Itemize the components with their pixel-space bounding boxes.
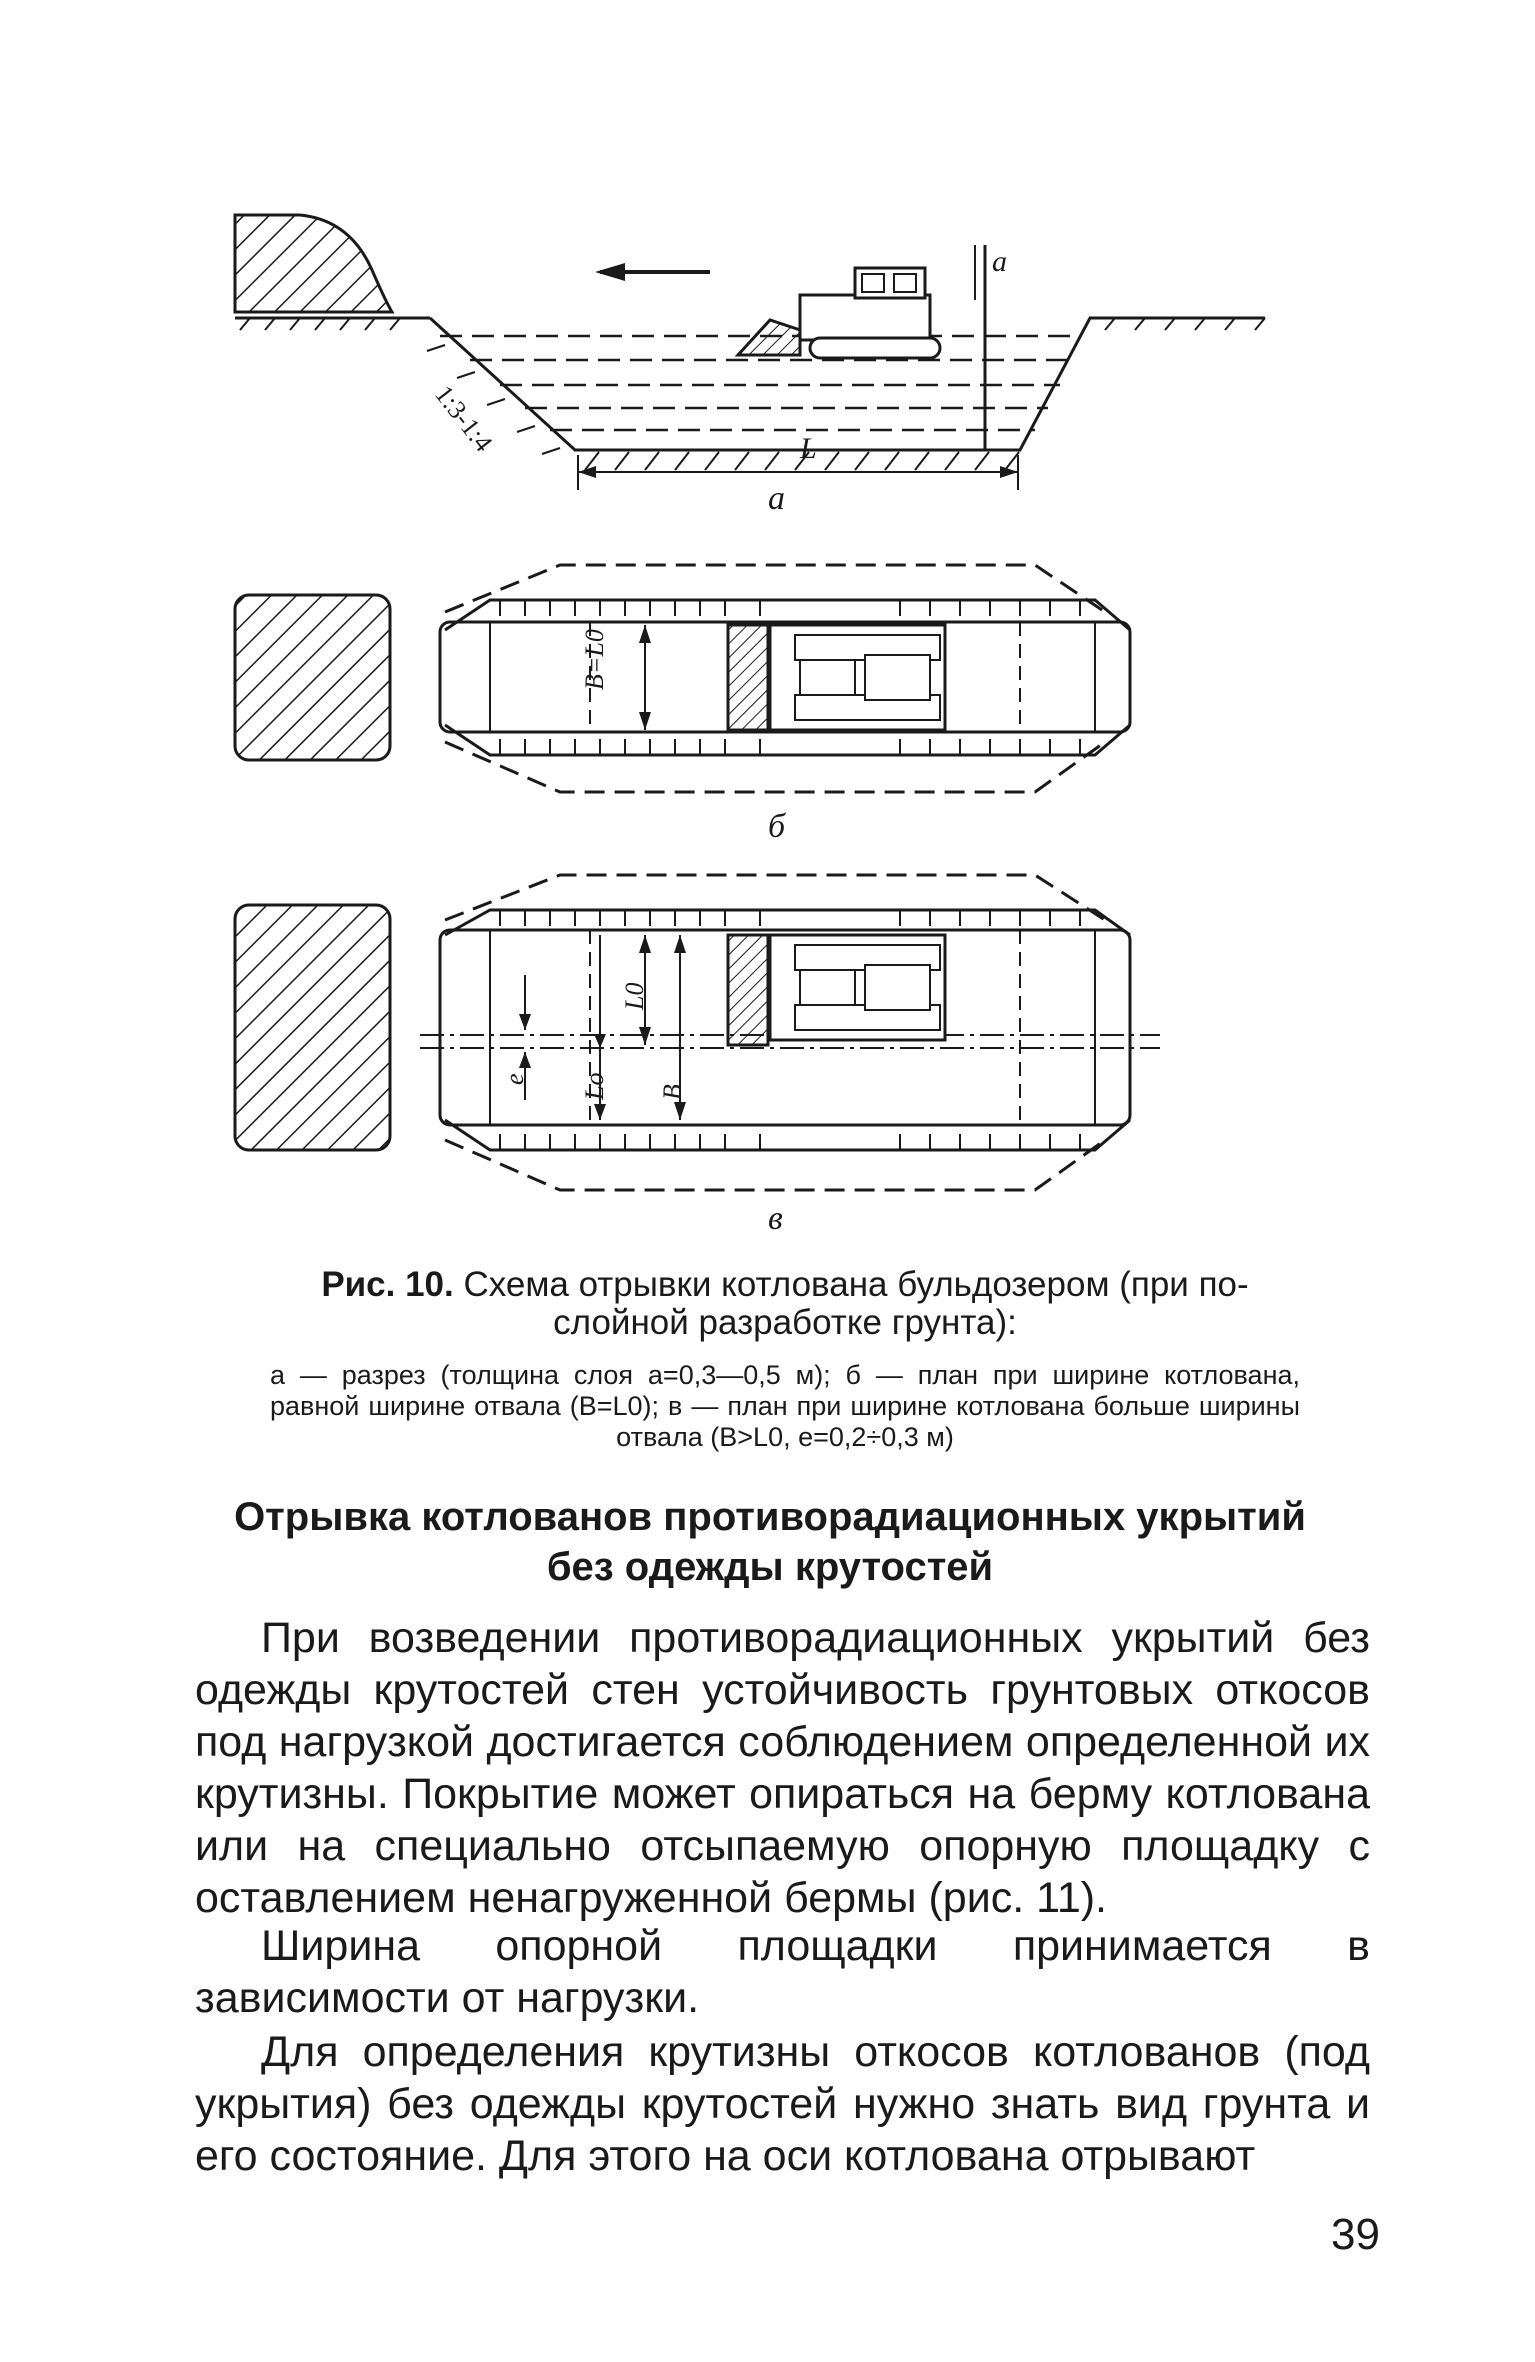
length-label: L bbox=[800, 432, 817, 465]
panel-c-label: в bbox=[768, 1200, 783, 1237]
page-number: 39 bbox=[1331, 2210, 1380, 2259]
paragraph-1: При возведении противорадиационных укрытий без одежды крутостей стен устойчивость грунтовых откосов под нагрузкой достигается соблюдением определенной их крутизны. Покрытие может опираться на берму котлована или на специально отсыпаемую опорную площадку с оставлением ненагруженной бермы (рис. 11). bbox=[195, 1614, 1370, 1922]
spoil-plan-c bbox=[235, 905, 390, 1150]
spoil-heap bbox=[235, 215, 392, 312]
bulldozer-plan-b bbox=[770, 625, 945, 730]
l0-lower-label: Lo bbox=[580, 1072, 609, 1100]
panel-a-label: а bbox=[768, 480, 785, 517]
panel-a-section bbox=[235, 215, 1265, 490]
section-heading: Отрывка котлованов противорадиационных укрытий без одежды крутостей bbox=[234, 1495, 1306, 1589]
width-equals-label: B=L0 bbox=[580, 629, 609, 690]
layer-marker-label: a bbox=[992, 245, 1007, 278]
b-label: B bbox=[658, 1084, 687, 1100]
bulldozer-plan-c bbox=[770, 935, 945, 1040]
e-label: e bbox=[500, 1073, 529, 1085]
figure-notes: а — разрез (толщина слоя а=0,3—0,5 м); б — план при ширине котлована, равной ширине отвала (B=L0); в — план при ширине котлована больше ширины отвала (B>L0, e=0,2÷0,3 м) bbox=[270, 1360, 1300, 1452]
figure-title: Схема отрывки котлована бульдозером (при по-слойной разработке грунта): bbox=[463, 1265, 1249, 1342]
panel-b-plan bbox=[235, 565, 1130, 792]
figure-number: Рис. 10. bbox=[321, 1265, 454, 1304]
paragraph-3: Для определения крутизны откосов котлованов (под укрытия) без одежды крутостей нужно знать вид грунта и его состояние. Для этого на оси котлована отрывают bbox=[195, 2028, 1370, 2180]
figure-caption bbox=[270, 1266, 1300, 1342]
panel-b-label: б bbox=[768, 808, 786, 845]
slope-ratio-label: 1:3-1:4 bbox=[429, 380, 499, 458]
paragraph-2: Ширина опорной площадки принимается в зависимости от нагрузки. bbox=[195, 1922, 1370, 2022]
l0-upper-label: L0 bbox=[620, 982, 649, 1010]
spoil-plan-b bbox=[235, 595, 390, 760]
panel-c-plan bbox=[235, 875, 1160, 1190]
bulldozer-side-view bbox=[738, 268, 940, 358]
